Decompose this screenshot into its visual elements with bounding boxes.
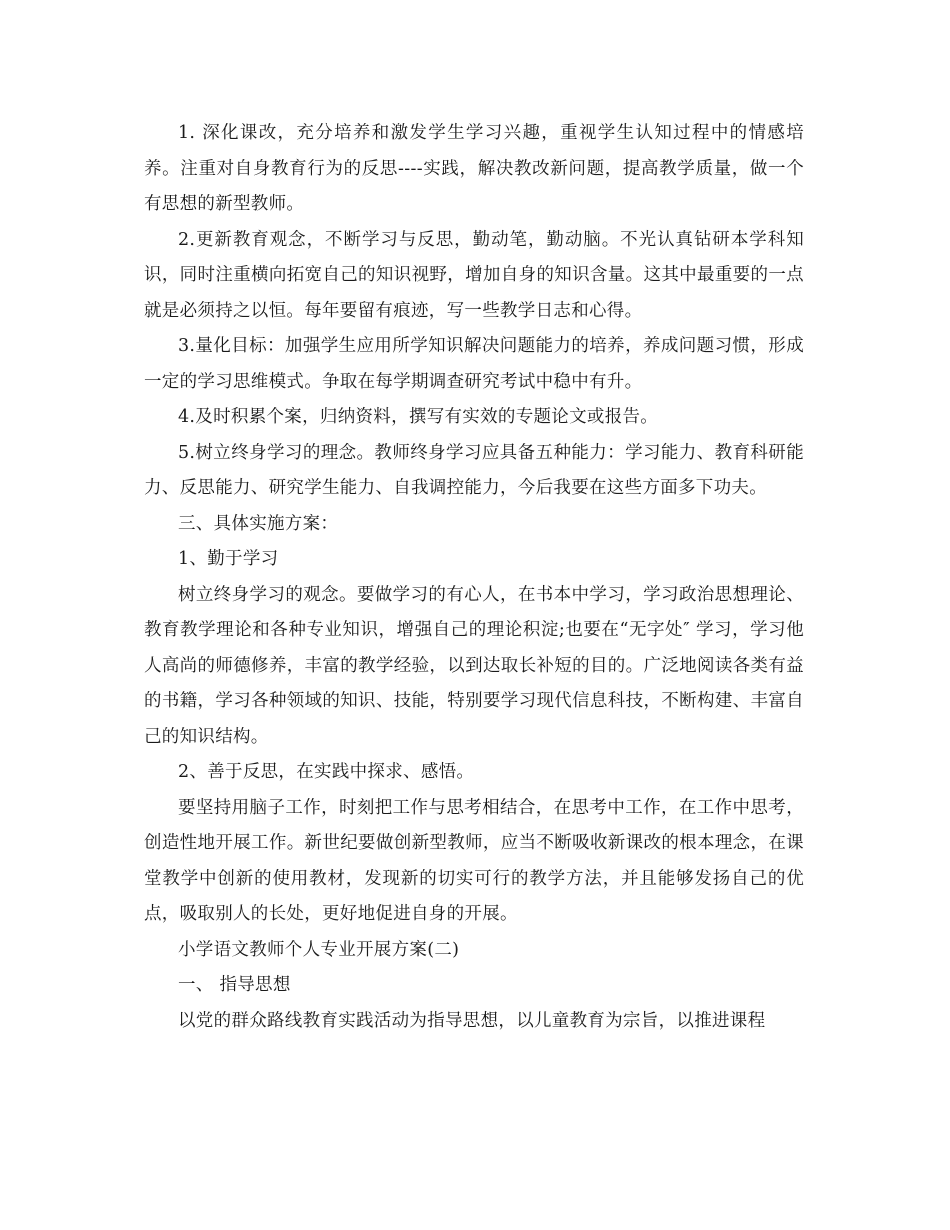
paragraph-goal-3: 3.量化目标：加强学生应用所学知识解决问题能力的培养，养成问题习惯，形成一定的学习思维模式。争取在每学期调查研究考试中稳中有升。 (144, 336, 804, 392)
section-heading-guiding-ideology: 一、 指导思想 (178, 975, 291, 995)
paragraph-goal-4: 4.及时积累个案，归纳资料，撰写有实效的专题论文或报告。 (178, 407, 659, 427)
subheading-study: 1、勤于学习 (178, 549, 279, 569)
document-subtitle: 小学语文教师个人专业开展方案(二) (178, 939, 460, 960)
paragraph-reflection: 要坚持用脑子工作，时刻把工作与思考相结合，在思考中工作，在工作中思考，创造性地开展工作。新世纪要做创新型教师，应当不断吸收新课改的根本理念，在课堂教学中创新的使用教材，发现新的切实可行的教学方法，并且能够发扬自己的优点，吸取别人的长处，更好地促进自身的开展。 (144, 797, 804, 924)
document-body (144, 116, 804, 1039)
section-heading-implementation: 三、具体实施方案： (178, 513, 339, 534)
paragraph-goal-2: 2.更新教育观念，不断学习与反思，勤动笔，勤动脑。不光认真钻研本学科知识，同时注重横向拓宽自己的知识视野，增加自身的知识含量。这其中最重要的一点就是必须持之以恒。每年要留有痕迹，写一些教学日志和心得。 (144, 229, 804, 321)
paragraph-guiding-ideology: 以党的群众路线教育实践活动为指导思想，以儿童教育为宗旨，以推进课程 (178, 1010, 766, 1031)
paragraph-goal-1: 1. 深化课改，充分培养和激发学生学习兴趣，重视学生认知过程中的情感培养。注重对自身教育行为的反思----实践，解决教改新问题，提高教学质量，做一个有思想的新型教师。 (144, 123, 804, 214)
paragraph-goal-5: 5.树立终身学习的理念。教师终身学习应具备五种能力：学习能力、教育科研能力、反思能力、研究学生能力、自我调控能力，今后我要在这些方面多下功夫。 (144, 442, 804, 498)
subheading-reflection: 2、善于反思，在实践中探求、感悟。 (178, 762, 475, 782)
paragraph-study: 树立终身学习的观念。要做学习的有心人，在书本中学习，学习政治思想理论、教育教学理论和各种专业知识，增强自己的理论积淀;也要在“无字处″ 学习，学习他人高尚的师德修养，丰富的教学经验，以到达取长补短的目的。广泛地阅读各类有益的书籍，学习各种领域的知识、技能，特别要学习现代信息科技，不断构建、丰富自己的知识结构。 (144, 584, 804, 747)
